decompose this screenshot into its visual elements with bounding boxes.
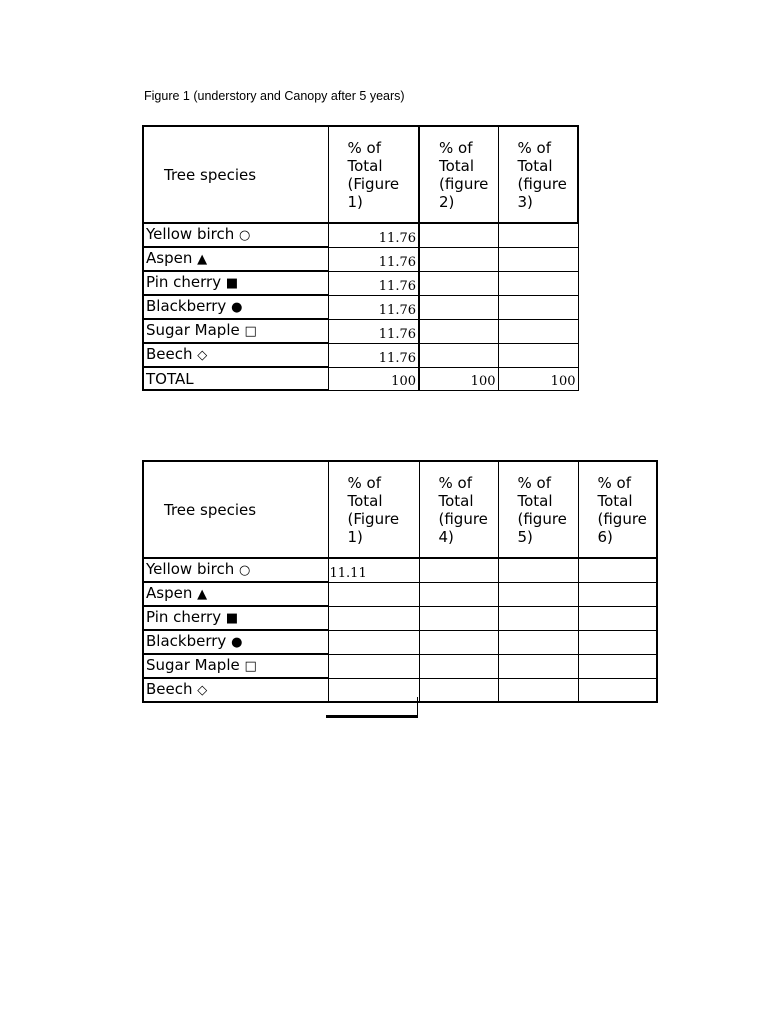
- percent-cell[interactable]: [498, 606, 578, 630]
- species-symbol-icon: ●: [231, 635, 243, 650]
- species-cell: [143, 678, 328, 702]
- percent-cell[interactable]: [419, 343, 498, 367]
- percent-cell[interactable]: [419, 271, 498, 295]
- percent-cell[interactable]: [578, 582, 657, 606]
- total-row: [143, 367, 578, 390]
- species-name: Aspen: [146, 584, 193, 602]
- percent-column-header: % of Total (figure 5): [498, 461, 578, 558]
- species-cell: [143, 630, 328, 654]
- species-name: Blackberry: [146, 632, 227, 650]
- table-row: [143, 582, 657, 606]
- species-cell: [143, 558, 328, 582]
- species-name: Blackberry: [146, 297, 227, 315]
- percent-column-header: % of Total (figure 3): [498, 126, 578, 223]
- percent-cell[interactable]: 11.76: [328, 295, 419, 319]
- figure-caption: Figure 1 (understory and Canopy after 5 years): [144, 89, 405, 103]
- table-row: [143, 247, 578, 271]
- percent-cell[interactable]: [578, 678, 657, 702]
- header-row: [143, 461, 657, 558]
- species-name: Yellow birch: [146, 225, 235, 243]
- table-figures-1-3: [142, 125, 579, 391]
- table-row: [143, 319, 578, 343]
- percent-cell[interactable]: [498, 558, 578, 582]
- species-cell: [143, 343, 328, 367]
- total-cell[interactable]: 100: [328, 367, 419, 390]
- percent-cell[interactable]: [328, 606, 419, 630]
- species-symbol-icon: ◇: [197, 348, 208, 363]
- percent-cell[interactable]: 11.76: [328, 319, 419, 343]
- percent-cell[interactable]: 11.76: [328, 247, 419, 271]
- species-symbol-icon: ○: [239, 228, 251, 243]
- percent-cell[interactable]: [498, 582, 578, 606]
- species-cell: [143, 606, 328, 630]
- species-cell: [143, 654, 328, 678]
- percent-cell[interactable]: [328, 630, 419, 654]
- percent-cell[interactable]: [578, 630, 657, 654]
- species-name: Pin cherry: [146, 273, 222, 291]
- percent-column-header: % of Total (figure 6): [578, 461, 657, 558]
- species-symbol-icon: □: [244, 324, 257, 339]
- total-cell[interactable]: 100: [419, 367, 498, 390]
- percent-cell[interactable]: [328, 654, 419, 678]
- percent-column-header: % of Total (Figure 1): [328, 461, 419, 558]
- percent-cell[interactable]: [498, 678, 578, 702]
- bottom-rule-line: [326, 697, 418, 718]
- species-symbol-icon: ●: [231, 300, 243, 315]
- percent-cell[interactable]: [498, 295, 578, 319]
- percent-cell[interactable]: [419, 630, 498, 654]
- total-label: TOTAL: [143, 367, 328, 390]
- percent-cell[interactable]: [578, 606, 657, 630]
- percent-cell[interactable]: [328, 582, 419, 606]
- percent-cell[interactable]: 11.11: [328, 558, 419, 582]
- percent-cell[interactable]: [419, 223, 498, 247]
- percent-column-header: % of Total (figure 4): [419, 461, 498, 558]
- percent-cell[interactable]: [419, 295, 498, 319]
- total-cell[interactable]: 100: [498, 367, 578, 390]
- table-row: [143, 558, 657, 582]
- species-name: Sugar Maple: [146, 656, 240, 674]
- species-name: Yellow birch: [146, 560, 235, 578]
- percent-cell[interactable]: [578, 654, 657, 678]
- species-symbol-icon: □: [244, 659, 257, 674]
- percent-cell[interactable]: 11.76: [328, 271, 419, 295]
- species-symbol-icon: ◇: [197, 683, 208, 698]
- percent-cell[interactable]: 11.76: [328, 223, 419, 247]
- table-row: [143, 343, 578, 367]
- species-symbol-icon: ■: [225, 611, 239, 626]
- species-cell: [143, 223, 328, 247]
- species-cell: [143, 319, 328, 343]
- species-cell: [143, 271, 328, 295]
- species-symbol-icon: ■: [225, 276, 239, 291]
- percent-cell[interactable]: [498, 223, 578, 247]
- percent-cell[interactable]: [419, 606, 498, 630]
- percent-cell[interactable]: [419, 582, 498, 606]
- percent-cell[interactable]: [498, 654, 578, 678]
- species-name: Pin cherry: [146, 608, 222, 626]
- percent-cell[interactable]: [498, 271, 578, 295]
- table-row: [143, 223, 578, 247]
- species-name: Sugar Maple: [146, 321, 240, 339]
- species-cell: [143, 295, 328, 319]
- percent-cell[interactable]: 11.76: [328, 343, 419, 367]
- percent-column-header: % of Total (Figure 1): [328, 126, 419, 223]
- species-cell: [143, 582, 328, 606]
- percent-cell[interactable]: [578, 558, 657, 582]
- percent-column-header: % of Total (figure 2): [419, 126, 498, 223]
- species-symbol-icon: ▲: [197, 252, 208, 267]
- species-symbol-icon: ▲: [197, 587, 208, 602]
- table-row: [143, 295, 578, 319]
- table-row: [143, 654, 657, 678]
- percent-cell[interactable]: [419, 247, 498, 271]
- species-column-header: Tree species: [143, 126, 328, 223]
- percent-cell[interactable]: [498, 319, 578, 343]
- species-name: Beech: [146, 680, 193, 698]
- percent-cell[interactable]: [419, 319, 498, 343]
- header-row: [143, 126, 578, 223]
- percent-cell[interactable]: [419, 654, 498, 678]
- species-name: Beech: [146, 345, 193, 363]
- species-column-header: Tree species: [143, 461, 328, 558]
- percent-cell[interactable]: [419, 678, 498, 702]
- species-cell: [143, 247, 328, 271]
- table-figures-1-4-5-6: [142, 460, 658, 703]
- percent-cell[interactable]: [498, 247, 578, 271]
- table-row: [143, 271, 578, 295]
- table-row: [143, 606, 657, 630]
- percent-cell[interactable]: [498, 630, 578, 654]
- percent-cell[interactable]: [498, 343, 578, 367]
- species-name: Aspen: [146, 249, 193, 267]
- species-symbol-icon: ○: [239, 563, 251, 578]
- table-row: [143, 630, 657, 654]
- percent-cell[interactable]: [419, 558, 498, 582]
